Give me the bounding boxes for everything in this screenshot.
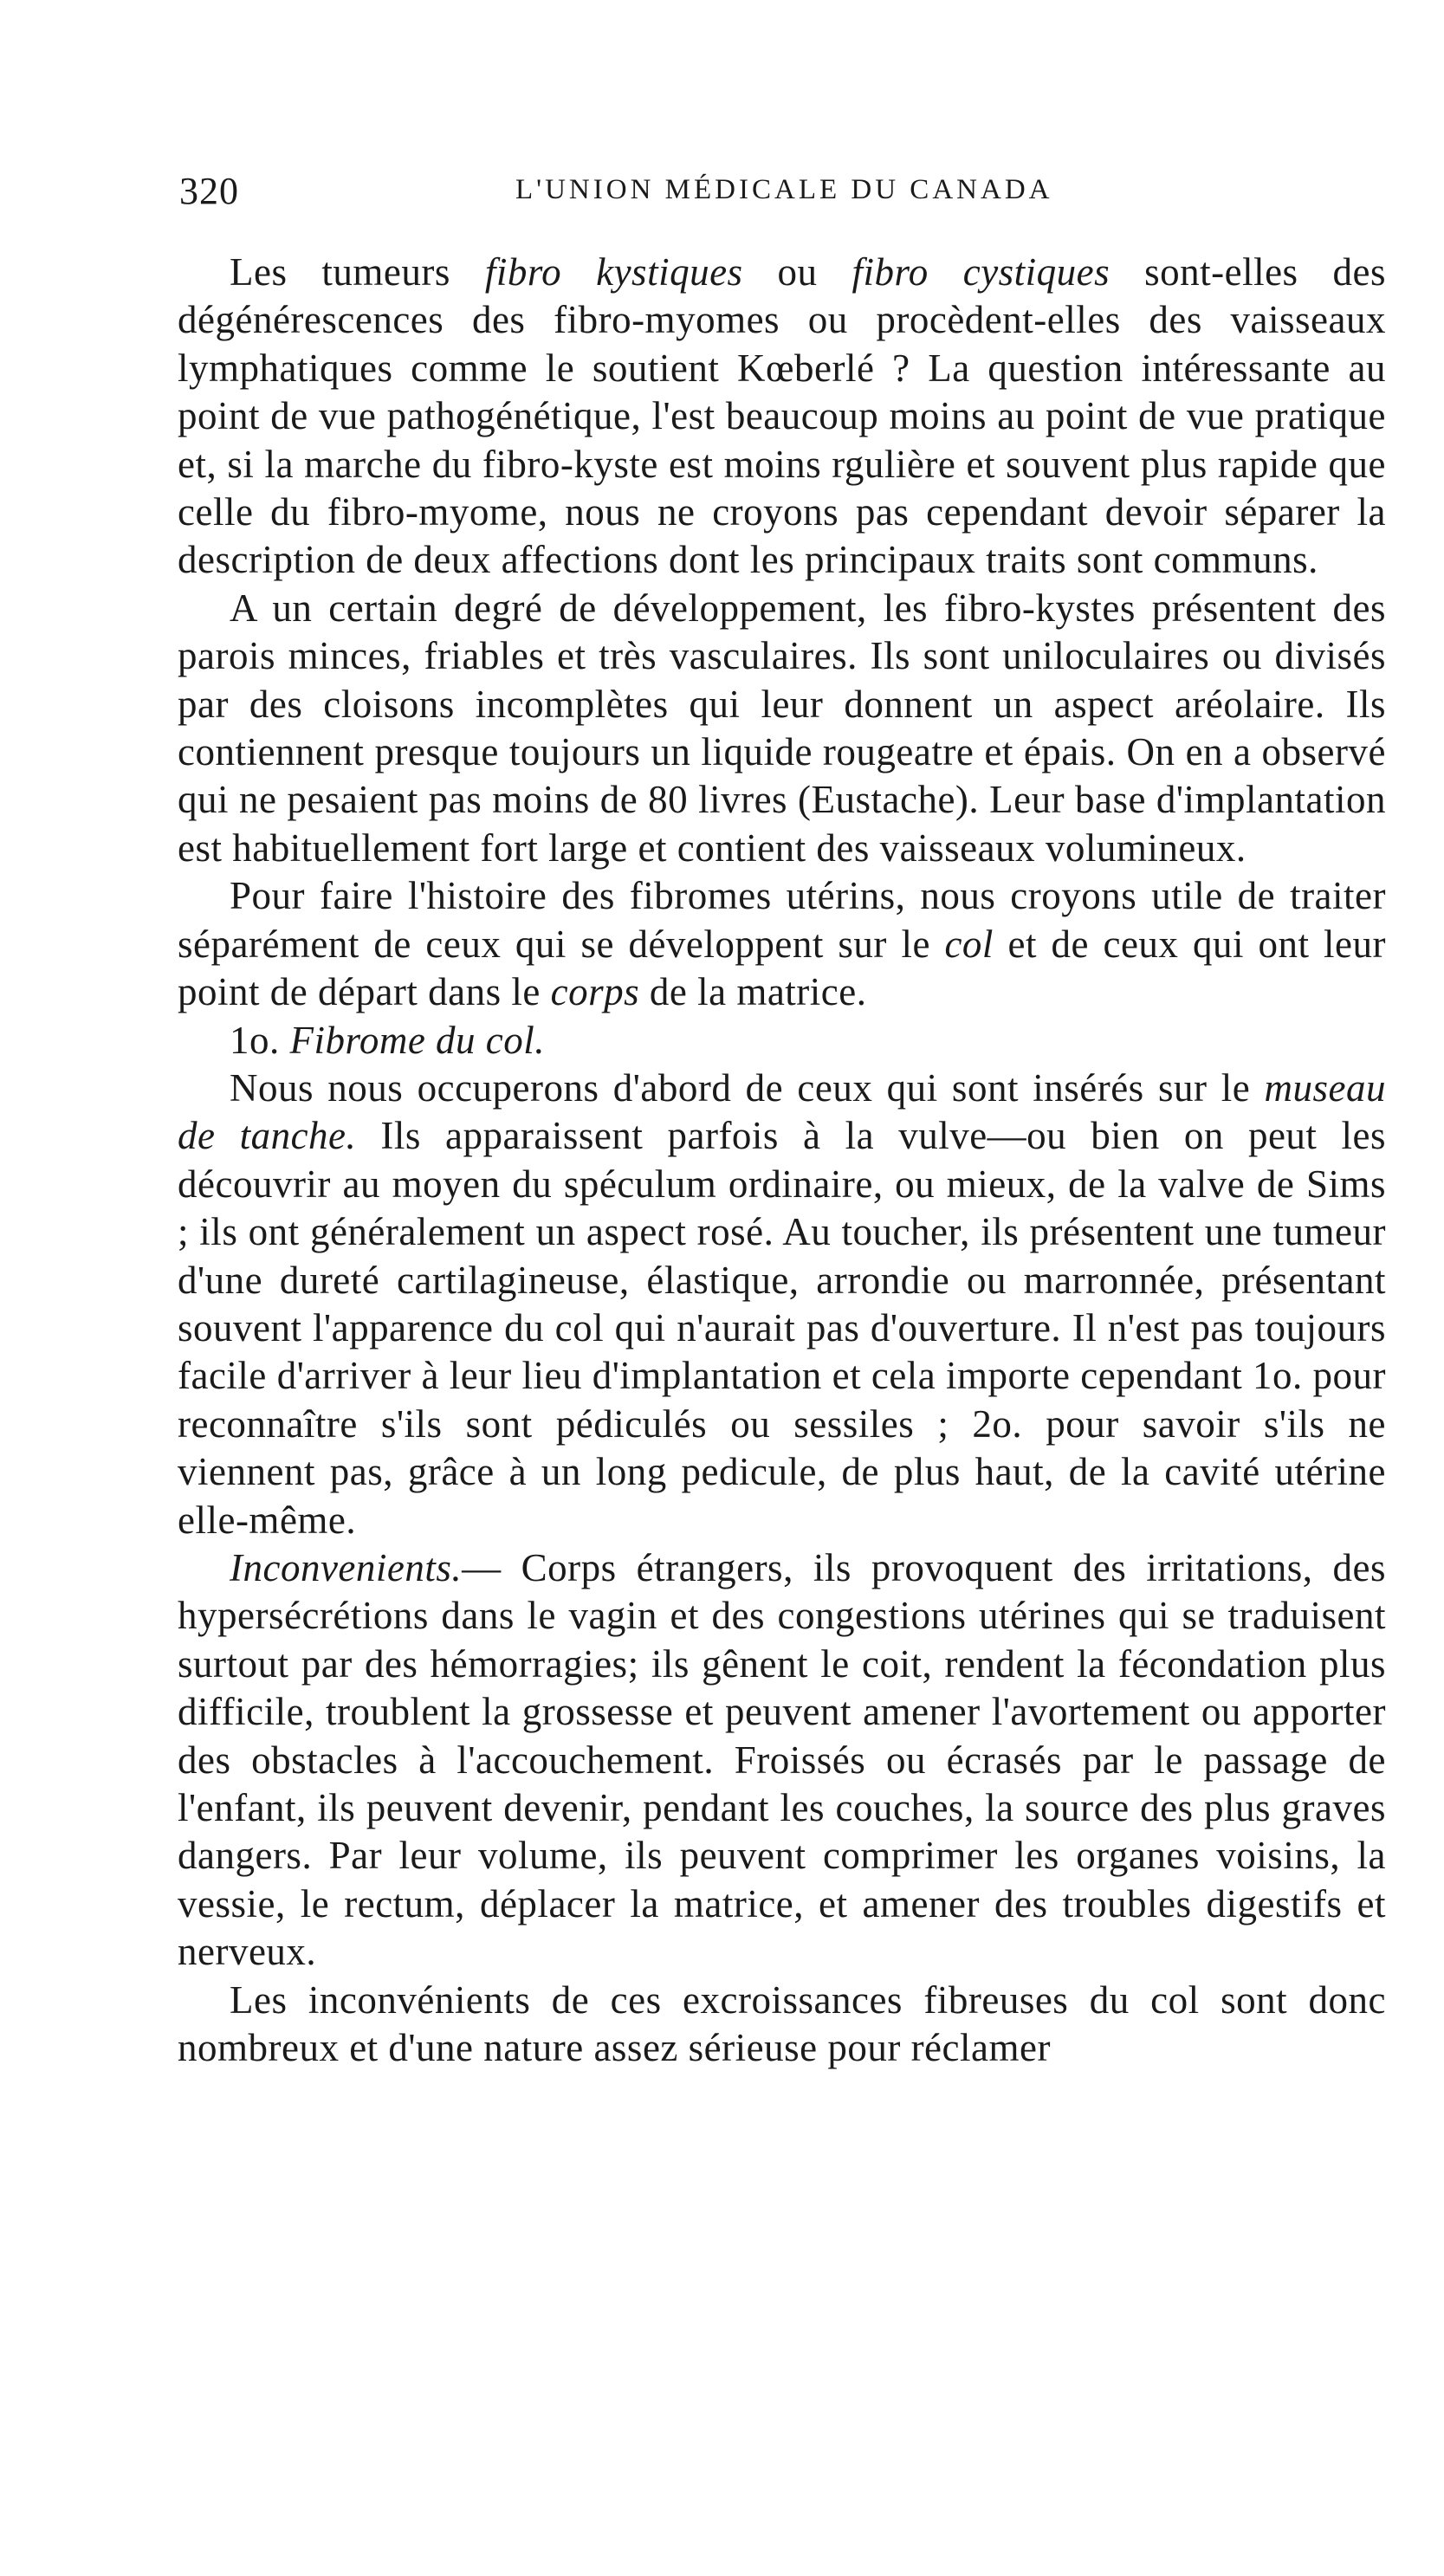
running-title: L'UNION MÉDICALE DU CANADA [515, 174, 1053, 205]
book-page [178, 169, 1386, 2508]
paragraph-inconvenients: Inconvenients.— Corps étrangers, ils provoquent des irritations, des hypersécrétions dans le vagin et des congestions utérines qui se traduisent surtout par des hémorragies; ils gênent le coit, rendent la fécondation plus difficile, troublent la grossesse et peuvent amener l'avortement ou apporter des obstacles à l'accouchement. Froissés ou écrasés par le passage de l'enfant, ils peuvent devenir, pendant les couches, la source des plus graves dangers. Par leur volume, ils peuvent comprimer les organes voisins, la vessie, le rectum, déplacer la matrice, et amener des troubles digestifs et nerveux. [178, 1545, 1386, 1974]
paragraph-fibromes-division: Pour faire l'histoire des fibromes utérins, nous croyons utile de traiter séparément de ceux qui se développent sur le col et de ceux qui ont leur point de départ dans le corps de la matrice. [178, 874, 1386, 1014]
paragraph-fibrokystes-description: A un certain degré de développement, les fibro-kystes présentent des parois minces, friables et très vasculaires. Ils sont uniloculaires ou divisés par des cloisons incomplètes qui leur donnent un aspect aréolaire. Ils contiennent presque toujours un liquide rougeatre et épais. On en a observé qui ne pesaient pas moins de 80 livres (Eustache). Leur base d'implantation est habituellement fort large et contient des vaisseaux volumineux. [178, 586, 1386, 870]
paragraph-fibrokystes-origin: Les tumeurs fibro kystiques ou fibro cystiques sont-elles des dégénérescences des fibro-myomes ou procèdent-elles des vaisseaux lymphatiques comme le soutient Kœberlé ? La question intéressante au point de vue pathogénétique, l'est beaucoup moins au point de vue pratique et, si la marche du fibro-kyste est moins rgulière et souvent plus rapide que celle du fibro-myome, nous ne croyons pas cependant devoir séparer la description de deux affections dont les principaux traits sont communs. [178, 250, 1386, 582]
section-heading-fibrome-du-col: 1o. Fibrome du col. [230, 1018, 546, 1062]
body-text [178, 249, 1386, 2072]
page-number: 320 [179, 170, 239, 212]
paragraph-museau-de-tanche: Nous nous occuperons d'abord de ceux qui sont insérés sur le museau de tanche. Ils apparaissent parfois à la vulve—ou bien on peut les découvrir au moyen du spéculum ordinaire, ou mieux, de la valve de Sims ; ils ont généralement un aspect rosé. Au toucher, ils présentent une tumeur d'une dureté cartilagineuse, élastique, arrondie ou marronnée, présentant souvent l'apparence du col qui n'aurait pas d'ouverture. Il n'est pas toujours facile d'arriver à leur lieu d'implantation et cela importe cependant 1o. pour reconnaître s'ils sont pédiculés ou sessiles ; 2o. pour savoir s'ils ne viennent pas, grâce à un long pedicule, de plus haut, de la cavité utérine elle-même. [178, 1065, 1387, 1542]
paragraph-conclusion: Les inconvénients de ces excroissances fibreuses du col sont donc nombreux et d'une nature assez sérieuse pour réclamer [178, 1977, 1386, 2070]
page-header [178, 169, 1386, 230]
